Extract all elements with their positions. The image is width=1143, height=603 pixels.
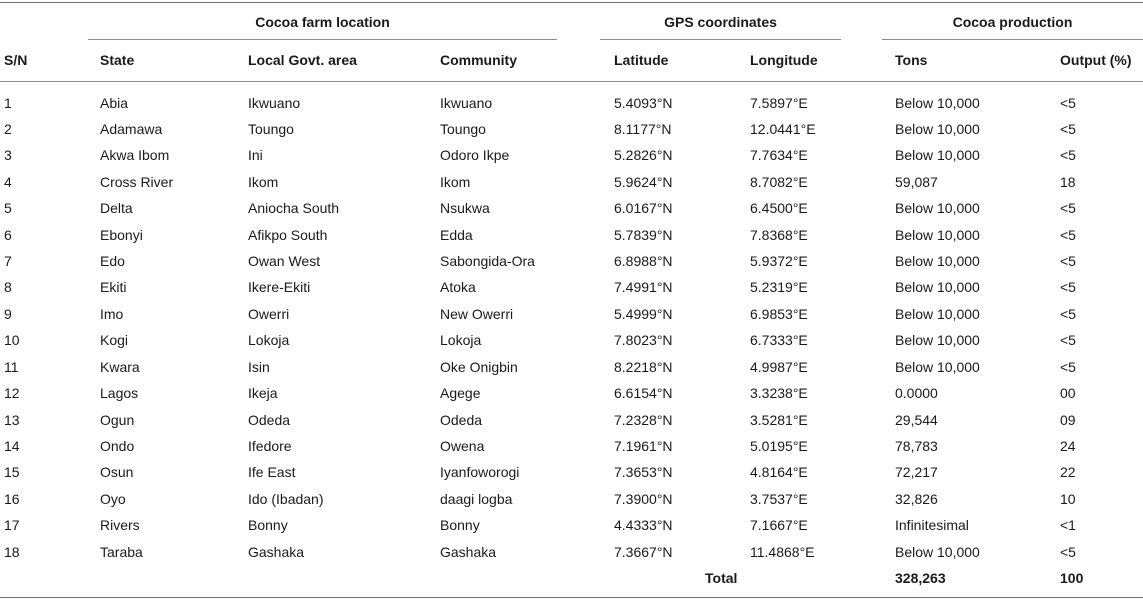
- group-header-production: Cocoa production: [952, 14, 1073, 30]
- cell-tons: Below 10,000: [895, 200, 980, 216]
- cell-lga: Owan West: [248, 253, 321, 269]
- cell-lga: Toungo: [248, 121, 294, 137]
- cell-community: Bonny: [440, 517, 480, 533]
- cell-lga: Ife East: [248, 464, 296, 480]
- cell-tons: Below 10,000: [895, 359, 980, 375]
- cell-community: daagi logba: [440, 491, 513, 507]
- cell-state: Ebonyi: [100, 227, 143, 243]
- cell-latitude: 7.1961°N: [614, 438, 673, 454]
- cell-lga: Ikere-Ekiti: [248, 279, 311, 295]
- cell-longitude: 5.2319°E: [750, 279, 808, 295]
- cell-longitude: 7.7634°E: [750, 147, 808, 163]
- cell-community: Ikom: [440, 174, 471, 190]
- cell-community: Lokoja: [440, 332, 482, 348]
- cell-longitude: 8.7082°E: [750, 174, 808, 190]
- cell-community: Owena: [440, 438, 485, 454]
- cell-longitude: 3.5281°E: [750, 412, 808, 428]
- bottom-rule: [0, 597, 1143, 598]
- cell-output: <5: [1060, 121, 1076, 137]
- cell-latitude: 4.4333°N: [614, 517, 673, 533]
- top-rule: [0, 2, 1143, 3]
- cell-tons: 59,087: [895, 174, 938, 190]
- group-rule-gps: [600, 39, 841, 40]
- cell-lga: Isin: [248, 359, 270, 375]
- cell-lga: Ikom: [248, 174, 279, 190]
- cell-longitude: 7.1667°E: [750, 517, 808, 533]
- cell-lga: Lokoja: [248, 332, 290, 348]
- cell-state: Kogi: [100, 332, 129, 348]
- cell-output: <5: [1060, 544, 1076, 560]
- cell-longitude: 7.8368°E: [750, 227, 808, 243]
- cell-latitude: 6.8988°N: [614, 253, 673, 269]
- cell-sn: 15: [4, 464, 20, 480]
- cell-sn: 7: [4, 253, 12, 269]
- cell-state: Cross River: [100, 174, 174, 190]
- cell-output: <5: [1060, 200, 1076, 216]
- cell-tons: 0.0000: [895, 385, 938, 401]
- cell-community: Atoka: [440, 279, 476, 295]
- cell-state: Akwa Ibom: [100, 147, 170, 163]
- cell-sn: 5: [4, 200, 12, 216]
- cell-sn: 3: [4, 147, 12, 163]
- cell-state: Rivers: [100, 517, 140, 533]
- column-header-state: State: [100, 52, 135, 68]
- cell-tons: Infinitesimal: [895, 517, 969, 533]
- cell-community: Agege: [440, 385, 481, 401]
- group-header-gps: GPS coordinates: [664, 14, 777, 30]
- cell-latitude: 7.8023°N: [614, 332, 673, 348]
- cell-state: Imo: [100, 306, 124, 322]
- cell-output: <5: [1060, 359, 1076, 375]
- cell-output: 09: [1060, 412, 1076, 428]
- column-header-lga: Local Govt. area: [248, 52, 357, 68]
- cell-longitude: 3.7537°E: [750, 491, 808, 507]
- cell-sn: 2: [4, 121, 12, 137]
- cell-longitude: 6.9853°E: [750, 306, 808, 322]
- cell-tons: Below 10,000: [895, 121, 980, 137]
- cell-community: Oke Onigbin: [440, 359, 518, 375]
- cell-longitude: 5.0195°E: [750, 438, 808, 454]
- cell-output: 22: [1060, 464, 1076, 480]
- cell-lga: Ifedore: [248, 438, 292, 454]
- cell-latitude: 7.3900°N: [614, 491, 673, 507]
- cell-tons: Below 10,000: [895, 279, 980, 295]
- cell-longitude: 5.9372°E: [750, 253, 808, 269]
- cell-community: Nsukwa: [440, 200, 490, 216]
- cell-output: <5: [1060, 279, 1076, 295]
- cell-state: Ondo: [100, 438, 135, 454]
- cell-tons: 72,217: [895, 464, 938, 480]
- cell-longitude: 11.4868°E: [750, 544, 815, 560]
- cell-sn: 11: [4, 359, 19, 375]
- cell-latitude: 7.3653°N: [614, 464, 673, 480]
- column-header-sn: S/N: [4, 52, 28, 68]
- cell-sn: 18: [4, 544, 20, 560]
- cell-community: Gashaka: [440, 544, 497, 560]
- cell-sn: 14: [4, 438, 20, 454]
- cell-output: <5: [1060, 253, 1076, 269]
- cell-output: <5: [1060, 227, 1076, 243]
- cell-community: Edda: [440, 227, 473, 243]
- cell-output: 18: [1060, 174, 1076, 190]
- cell-lga: Ido (Ibadan): [248, 491, 324, 507]
- cell-sn: 12: [4, 385, 20, 401]
- cell-state: Lagos: [100, 385, 139, 401]
- cell-state: Ekiti: [100, 279, 127, 295]
- cell-sn: 13: [4, 412, 20, 428]
- cell-longitude: 7.5897°E: [750, 95, 808, 111]
- cell-community: Odeda: [440, 412, 483, 428]
- cell-output: <5: [1060, 147, 1076, 163]
- cell-output: 24: [1060, 438, 1076, 454]
- cell-output: <1: [1060, 517, 1076, 533]
- cell-tons: 29,544: [895, 412, 938, 428]
- cell-latitude: 7.3667°N: [614, 544, 673, 560]
- cell-lga: Ikeja: [248, 385, 278, 401]
- cell-latitude: 7.4991°N: [614, 279, 673, 295]
- cell-community: Sabongida-Ora: [440, 253, 535, 269]
- cell-sn: 17: [4, 517, 20, 533]
- header-rule: [0, 81, 1143, 82]
- cell-sn: 6: [4, 227, 12, 243]
- cell-longitude: 4.9987°E: [750, 359, 808, 375]
- column-header-tons: Tons: [895, 52, 928, 68]
- cell-output: 10: [1060, 491, 1076, 507]
- cell-state: Ogun: [100, 412, 135, 428]
- cell-lga: Bonny: [248, 517, 288, 533]
- group-rule-farm-location: [88, 39, 557, 40]
- cell-output: <5: [1060, 306, 1076, 322]
- cell-lga: Odeda: [248, 412, 291, 428]
- cell-state: Adamawa: [100, 121, 163, 137]
- column-header-longitude: Longitude: [750, 52, 818, 68]
- cell-tons: Below 10,000: [895, 253, 980, 269]
- cell-output: <5: [1060, 95, 1076, 111]
- cell-longitude: 4.8164°E: [750, 464, 808, 480]
- cell-tons: Below 10,000: [895, 95, 980, 111]
- cell-latitude: 6.0167°N: [614, 200, 673, 216]
- cell-sn: 10: [4, 332, 20, 348]
- cell-tons: Below 10,000: [895, 306, 980, 322]
- cell-tons: 32,826: [895, 491, 938, 507]
- cell-state: Edo: [100, 253, 125, 269]
- column-header-community: Community: [440, 52, 517, 68]
- cell-tons: Below 10,000: [895, 227, 980, 243]
- cell-lga: Owerri: [248, 306, 290, 322]
- cell-community: New Owerri: [440, 306, 514, 322]
- cell-state: Delta: [100, 200, 133, 216]
- cell-lga: Ini: [248, 147, 263, 163]
- cell-sn: 16: [4, 491, 20, 507]
- cell-community: Ikwuano: [440, 95, 493, 111]
- cell-lga: Gashaka: [248, 544, 305, 560]
- cell-sn: 1: [4, 95, 12, 111]
- group-rule-production: [882, 39, 1143, 40]
- cell-latitude: 5.4999°N: [614, 306, 673, 322]
- cell-output: <5: [1060, 332, 1076, 348]
- cell-state: Oyo: [100, 491, 126, 507]
- cell-tons: Below 10,000: [895, 332, 980, 348]
- cell-latitude: 5.9624°N: [614, 174, 673, 190]
- cell-community: Odoro Ikpe: [440, 147, 510, 163]
- cell-tons: 78,783: [895, 438, 938, 454]
- cell-longitude: 12.0441°E: [750, 121, 816, 137]
- column-header-latitude: Latitude: [614, 52, 669, 68]
- cell-sn: 8: [4, 279, 12, 295]
- cell-longitude: 3.3238°E: [750, 385, 808, 401]
- cell-lga: Aniocha South: [248, 200, 340, 216]
- cell-lga: Afikpo South: [248, 227, 328, 243]
- cell-longitude: 6.7333°E: [750, 332, 808, 348]
- total-tons: 328,263: [895, 570, 946, 586]
- cell-latitude: 5.7839°N: [614, 227, 673, 243]
- cell-latitude: 6.6154°N: [614, 385, 673, 401]
- cell-latitude: 5.4093°N: [614, 95, 673, 111]
- cell-state: Abia: [100, 95, 129, 111]
- total-output: 100: [1060, 570, 1084, 586]
- cell-community: Toungo: [440, 121, 486, 137]
- cell-state: Osun: [100, 464, 134, 480]
- cell-community: Iyanfoworogi: [440, 464, 520, 480]
- cell-tons: Below 10,000: [895, 544, 980, 560]
- cell-sn: 9: [4, 306, 12, 322]
- cell-sn: 4: [4, 174, 12, 190]
- column-header-output: Output (%): [1060, 52, 1132, 68]
- cell-state: Kwara: [100, 359, 140, 375]
- cell-latitude: 8.2218°N: [614, 359, 673, 375]
- group-header-farm-location: Cocoa farm location: [255, 14, 390, 30]
- cell-lga: Ikwuano: [248, 95, 301, 111]
- cell-latitude: 5.2826°N: [614, 147, 673, 163]
- cell-latitude: 8.1177°N: [614, 121, 672, 137]
- cell-state: Taraba: [100, 544, 143, 560]
- cell-tons: Below 10,000: [895, 147, 980, 163]
- cell-longitude: 6.4500°E: [750, 200, 808, 216]
- cell-latitude: 7.2328°N: [614, 412, 673, 428]
- cell-output: 00: [1060, 385, 1076, 401]
- total-label: Total: [705, 570, 738, 586]
